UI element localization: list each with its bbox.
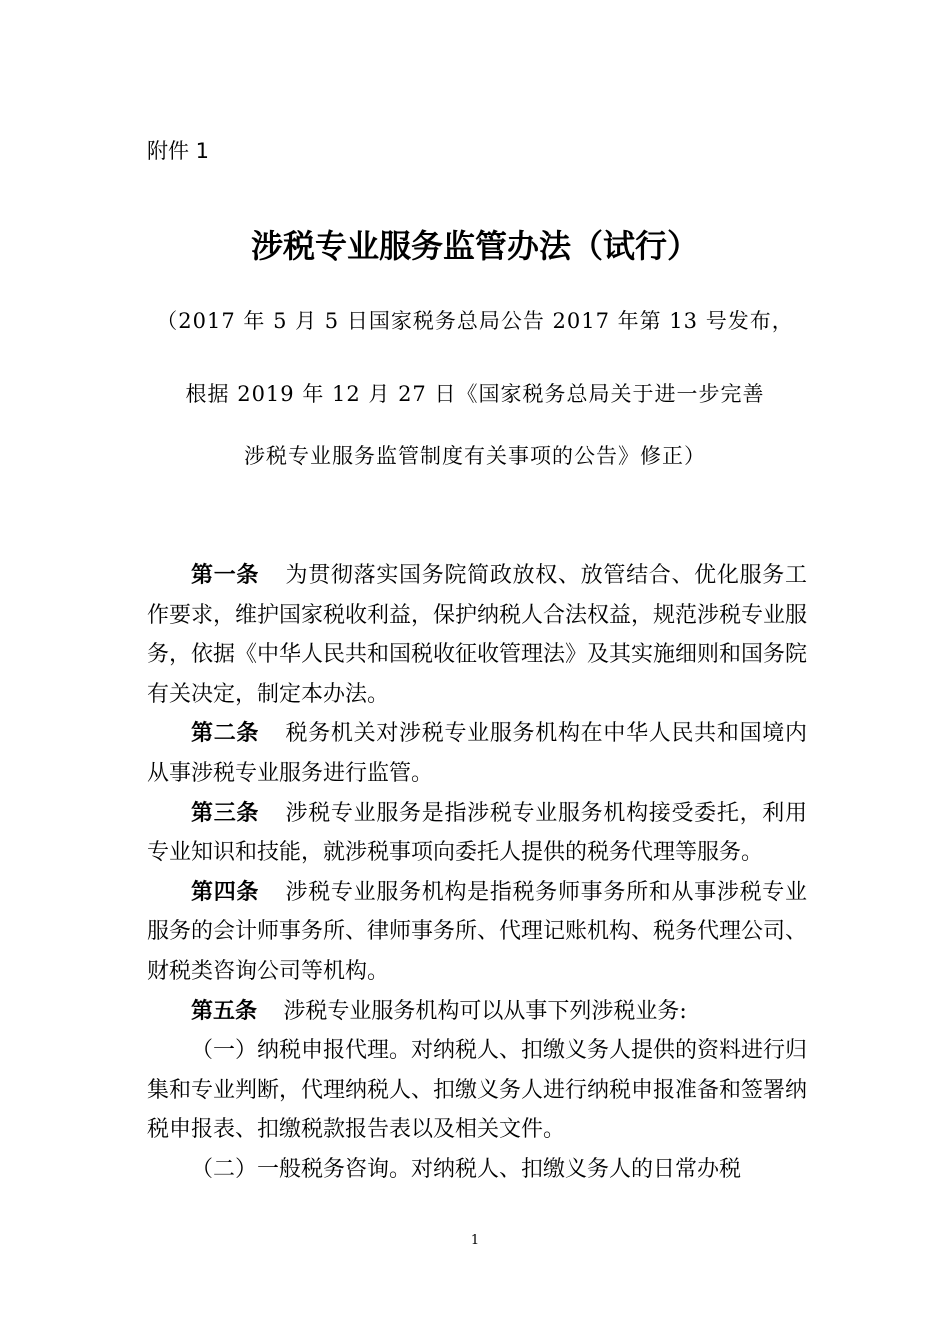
attachment-label: 附件 1 <box>147 139 210 163</box>
article-text: 税务机关对涉税专业服务机构在中华人民共和国境内从事涉税专业服务进行监管。 <box>147 721 807 786</box>
article-label: 第五条 <box>191 998 258 1024</box>
clause-paragraph <box>147 1150 807 1190</box>
article-paragraph <box>147 873 807 992</box>
document-title: 涉税专业服务监管办法（试行） <box>250 227 699 265</box>
article-text: 涉税专业服务是指涉税专业服务机构接受委托，利用专业知识和技能，就涉税事项向委托人提供的税务代理等服务。 <box>147 800 807 866</box>
article-label: 第三条 <box>191 800 260 826</box>
article-label: 第四条 <box>191 879 260 905</box>
page-number: 1 <box>470 1233 480 1248</box>
clause-paragraph <box>147 1031 807 1150</box>
subtitle-line-1: （2017 年 5 月 5 日国家税务总局公告 2017 年第 13 号发布， <box>156 309 794 333</box>
article-paragraph <box>147 794 807 873</box>
article-paragraph <box>147 556 807 714</box>
clause-text: （二）一般税务咨询。对纳税人、扣缴义务人的日常办税 <box>191 1156 742 1182</box>
article-text: 为贯彻落实国务院简政放权、放管结合、优化服务工作要求，维护国家税收利益，保护纳税人合法权益，规范涉税专业服务，依据《中华人民共和国税收征收管理法》及其实施细则和国务院有关决定，制定本办法。 <box>147 563 808 707</box>
article-text: 涉税专业服务机构可以从事下列涉税业务: <box>283 998 687 1024</box>
article-text: 涉税专业服务机构是指税务师事务所和从事涉税专业服务的会计师事务所、律师事务所、代理记账机构、税务代理公司、财税类咨询公司等机构。 <box>147 879 808 984</box>
document-body <box>147 556 807 1190</box>
subtitle-line-2: 根据 2019 年 12 月 27 日《国家税务总局关于进一步完善 <box>185 382 765 406</box>
article-label: 第一条 <box>191 563 260 588</box>
subtitle-line-3: 涉税专业服务监管制度有关事项的公告》修正） <box>244 444 706 468</box>
article-label: 第二条 <box>191 721 260 747</box>
clause-text: （一）纳税申报代理。对纳税人、扣缴义务人提供的资料进行归集和专业判断，代理纳税人、扣缴义务人进行纳税申报准备和签署纳税申报表、扣缴税款报告表以及相关文件。 <box>147 1038 808 1143</box>
article-paragraph <box>147 714 807 793</box>
article-paragraph <box>147 992 807 1032</box>
